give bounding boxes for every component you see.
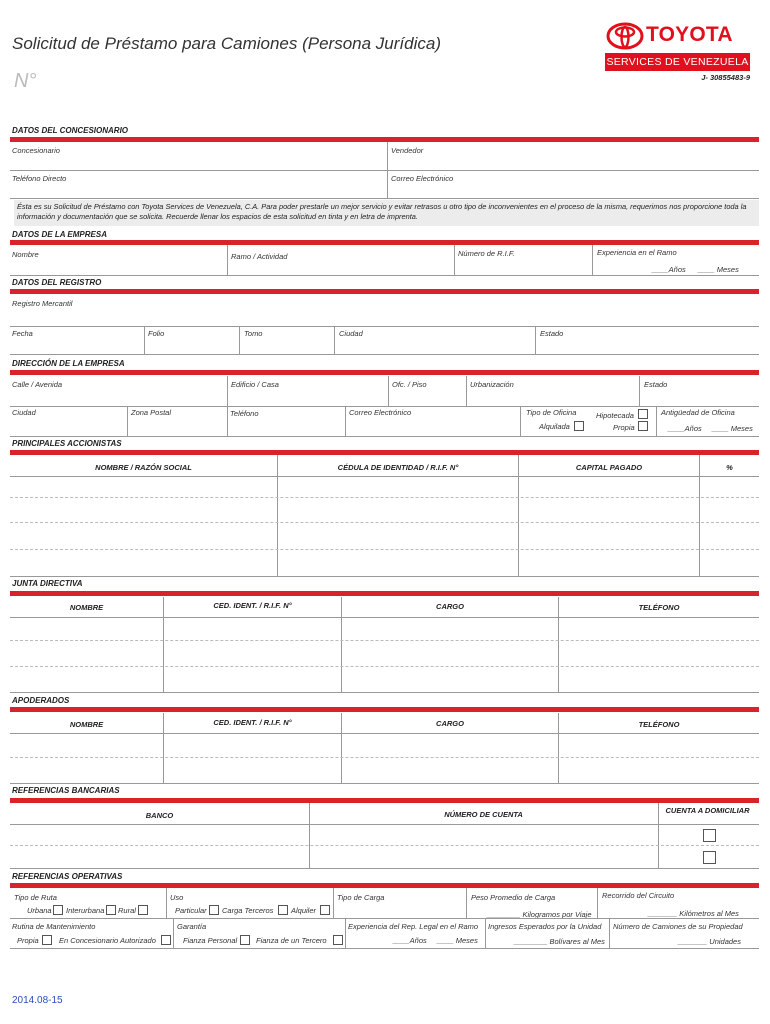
- section-operations: REFERENCIAS OPERATIVAS: [12, 872, 123, 881]
- kilometros-field: _______ Kilómetros al Mes: [648, 909, 739, 918]
- section-bar: [10, 707, 759, 712]
- table-row: [10, 522, 759, 523]
- tipo-oficina-label: Tipo de Oficina: [526, 408, 577, 417]
- alquiler-label: Alquiler: [291, 906, 317, 915]
- section-dealer: DATOS DEL CONCESIONARIO: [12, 126, 129, 135]
- tipo-ruta-label: Tipo de Ruta: [14, 893, 57, 902]
- table-row: [10, 549, 759, 550]
- tomo-label: Tomo: [244, 329, 263, 338]
- fecha-label: Fecha: [12, 329, 33, 338]
- section-board: JUNTA DIRECTIVA: [12, 579, 83, 588]
- section-bar: [10, 591, 759, 596]
- section-bar: [10, 289, 759, 294]
- antiguedad-label: Antigüedad de Oficina: [661, 408, 735, 417]
- zona-postal-label: Zona Postal: [131, 408, 172, 417]
- section-bar: [10, 137, 759, 142]
- fianza-personal-checkbox[interactable]: [240, 935, 250, 945]
- experiencia-meses: ____ Meses: [698, 265, 739, 274]
- table-row: [10, 617, 759, 618]
- edificio-label: Edificio / Casa: [231, 380, 279, 389]
- experiencia-rep-meses: ____ Meses: [437, 936, 478, 945]
- attorneys-col-id: CED. IDENT. / R.I.F. N°: [213, 718, 292, 727]
- table-row: [10, 497, 759, 498]
- section-bar: [10, 798, 759, 803]
- peso-label: Peso Promedio de Carga: [471, 893, 556, 902]
- board-col-cargo: CARGO: [436, 602, 464, 611]
- particular-checkbox[interactable]: [209, 905, 219, 915]
- experiencia-rep-label: Experiencia del Rep. Legal en el Ramo: [348, 922, 479, 931]
- propia-ops-label: Propia: [17, 936, 39, 945]
- shareholders-col-capital: CAPITAL PAGADO: [575, 463, 643, 472]
- company-rif: J- 30855483-9: [701, 73, 750, 82]
- vendedor-label: Vendedor: [391, 146, 424, 155]
- board-col-telefono: TELÉFONO: [638, 603, 680, 612]
- unidades-field: _______ Unidades: [678, 937, 741, 946]
- ciudad-address-label: Ciudad: [12, 408, 36, 417]
- form-date: 2014.08-15: [12, 995, 63, 1006]
- ciudad-label: Ciudad: [339, 329, 363, 338]
- attorneys-col-telefono: TELÉFONO: [638, 720, 680, 729]
- tipo-carga-label: Tipo de Carga: [337, 893, 385, 902]
- nombre-label: Nombre: [12, 250, 39, 259]
- uso-label: Uso: [170, 893, 184, 902]
- instructions-note: Ésta es su Solicitud de Préstamo con Toyota Services de Venezuela, C.A. Para poder prestarle un mejor servicio y evitar retrasos u otro tipo de inconvenientes en el proceso de la misma, requerimos nos proporcione toda la información y documentación que se solicita. Recuerde llenar los espacios de esta solicitud en tinta y en letra de imprenta.: [14, 200, 759, 226]
- fianza-personal-label: Fianza Personal: [183, 936, 238, 945]
- attorneys-col-name: NOMBRE: [69, 720, 104, 729]
- brand-subtitle: SERVICES DE VENEZUELA: [605, 53, 750, 71]
- attorneys-col-cargo: CARGO: [436, 719, 464, 728]
- alquilada-checkbox[interactable]: [574, 421, 584, 431]
- section-bar: [10, 883, 759, 888]
- brand-name: TOYOTA: [646, 23, 733, 46]
- bolivares-field: ________ Bolívares al Mes: [514, 937, 605, 946]
- section-registry: DATOS DEL REGISTRO: [12, 278, 102, 287]
- urbana-checkbox[interactable]: [53, 905, 63, 915]
- form-number-label: N°: [14, 70, 37, 92]
- antiguedad-anos: ____Años: [668, 424, 702, 433]
- experiencia-label: Experiencia en el Ramo: [597, 248, 677, 257]
- particular-label: Particular: [175, 906, 207, 915]
- propia-ops-checkbox[interactable]: [42, 935, 52, 945]
- section-bar: [10, 370, 759, 375]
- concesionario-label: Concesionario: [12, 146, 60, 155]
- shareholders-col-name: NOMBRE / RAZÓN SOCIAL: [95, 463, 192, 472]
- rif-label: Número de R.I.F.: [458, 249, 515, 258]
- antiguedad-meses: ____ Meses: [712, 424, 753, 433]
- hipotecada-checkbox[interactable]: [638, 409, 648, 419]
- alquilada-label: Alquilada: [539, 422, 570, 431]
- propia-checkbox[interactable]: [638, 421, 648, 431]
- concesionario-ops-checkbox[interactable]: [161, 935, 171, 945]
- table-row: [10, 824, 759, 825]
- telefono-directo-label: Teléfono Directo: [12, 174, 67, 183]
- rural-checkbox[interactable]: [138, 905, 148, 915]
- fianza-tercero-checkbox[interactable]: [333, 935, 343, 945]
- section-attorneys: APODERADOS: [12, 696, 70, 705]
- interurbana-label: Interurbana: [66, 906, 105, 915]
- propia-label: Propia: [613, 423, 635, 432]
- garantia-label: Garantía: [177, 922, 207, 931]
- estado-address-label: Estado: [644, 380, 668, 389]
- rutina-label: Rutina de Mantenimiento: [12, 922, 96, 931]
- table-row: [10, 476, 759, 477]
- correo-address-label: Correo Electrónico: [349, 408, 412, 417]
- domiciliar-checkbox-2[interactable]: [703, 851, 716, 864]
- registro-label: Registro Mercantil: [12, 299, 73, 308]
- calle-label: Calle / Avenida: [12, 380, 63, 389]
- kilogramos-field: ________ Kilogramos por Viaje: [487, 910, 592, 919]
- section-company: DATOS DE LA EMPRESA: [12, 230, 107, 239]
- ramo-label: Ramo / Actividad: [231, 252, 288, 261]
- experiencia-rep-anos: ____Años: [393, 936, 427, 945]
- domiciliar-checkbox-1[interactable]: [703, 829, 716, 842]
- folio-label: Folio: [148, 329, 165, 338]
- section-shareholders: PRINCIPALES ACCIONISTAS: [12, 439, 122, 448]
- bank-col-domiciliar: CUENTA A DOMICILIAR: [665, 806, 750, 815]
- carga-terceros-label: Carga Terceros: [222, 906, 274, 915]
- board-col-name: NOMBRE: [69, 603, 104, 612]
- toyota-emblem-icon: [606, 22, 644, 50]
- telefono-label: Teléfono: [230, 409, 259, 418]
- urbanizacion-label: Urbanización: [470, 380, 514, 389]
- recorrido-label: Recorrido del Circuito: [602, 891, 675, 900]
- experiencia-anos: ____Años: [652, 265, 686, 274]
- alquiler-checkbox[interactable]: [320, 905, 330, 915]
- numero-camiones-label: Número de Camiones de su Propiedad: [613, 922, 743, 931]
- table-row: [10, 757, 759, 758]
- shareholders-col-percent: %: [726, 463, 733, 472]
- estado-label: Estado: [540, 329, 564, 338]
- shareholders-col-id: CÉDULA DE IDENTIDAD / R.I.F. N°: [337, 463, 459, 472]
- section-bar: [10, 450, 759, 455]
- ofc-label: Ofc. / Piso: [392, 380, 427, 389]
- table-row: [10, 640, 759, 641]
- hipotecada-label: Hipotecada: [596, 411, 634, 420]
- rural-label: Rural: [118, 906, 136, 915]
- board-col-id: CED. IDENT. / R.I.F. N°: [213, 601, 292, 610]
- interurbana-checkbox[interactable]: [106, 905, 116, 915]
- bank-col-banco: BANCO: [145, 811, 174, 820]
- table-row: [10, 733, 759, 734]
- table-row: [10, 845, 759, 846]
- ingresos-label: Ingresos Esperados por la Unidad: [488, 922, 602, 931]
- section-address: DIRECCIÓN DE LA EMPRESA: [12, 359, 125, 368]
- page-title: Solicitud de Préstamo para Camiones (Persona Jurídica): [12, 34, 441, 53]
- section-bank: REFERENCIAS BANCARIAS: [12, 786, 120, 795]
- carga-terceros-checkbox[interactable]: [278, 905, 288, 915]
- concesionario-ops-label: En Concesionario Autorizado: [59, 936, 156, 945]
- table-row: [10, 666, 759, 667]
- fianza-tercero-label: Fianza de un Tercero: [256, 936, 327, 945]
- urbana-label: Urbana: [27, 906, 52, 915]
- correo-label: Correo Electrónico: [391, 174, 454, 183]
- section-bar: [10, 240, 759, 245]
- bank-col-cuenta: NÚMERO DE CUENTA: [444, 810, 523, 819]
